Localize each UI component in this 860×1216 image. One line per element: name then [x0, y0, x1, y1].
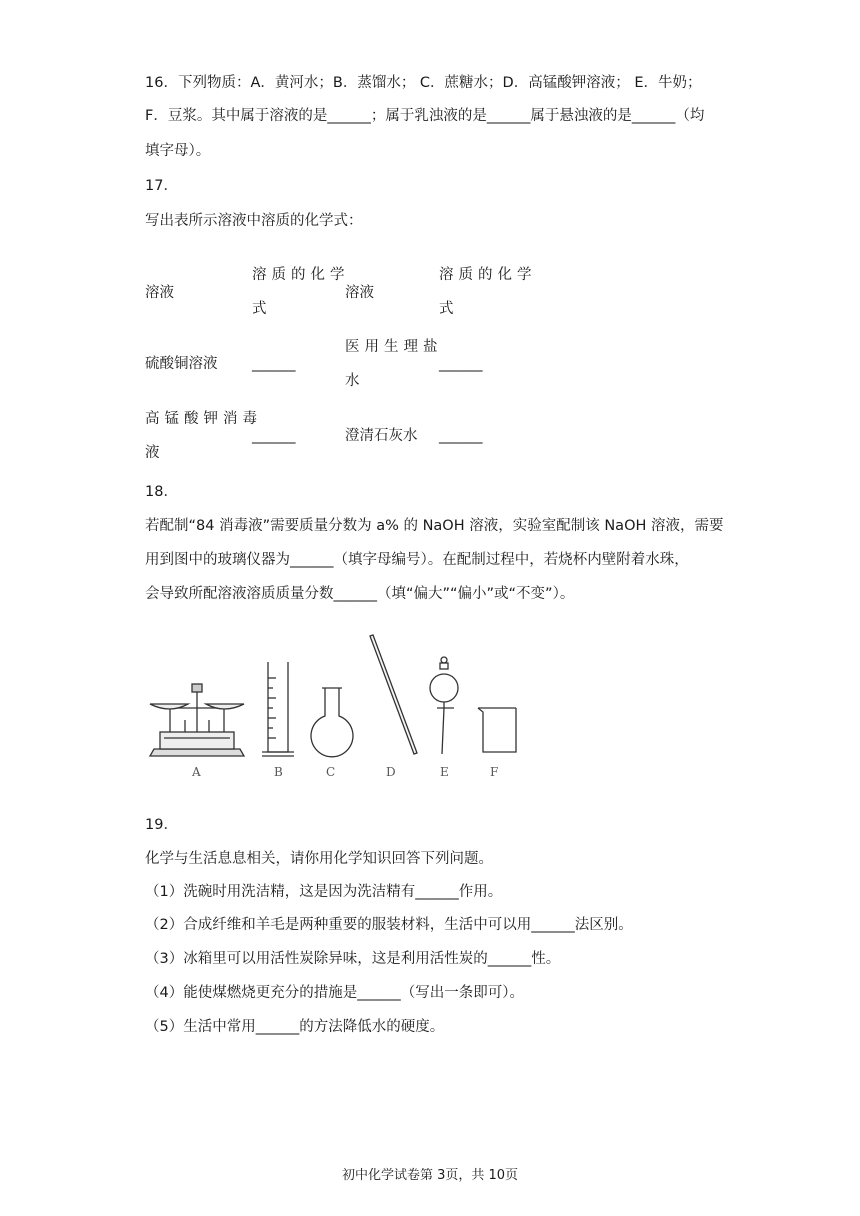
q19-item-5: （5）生活中常用______的方法降低水的硬度。 — [145, 1019, 445, 1035]
apparatus-label-e: E — [440, 765, 449, 779]
q19-item-1: （1）洗碗时用洗洁精，这是因为洗洁精有______作用。 — [145, 884, 503, 900]
table-header-solution-1: 溶液 — [145, 285, 174, 301]
table-row1-blank-2: ______ — [439, 356, 483, 372]
apparatus-label-f: F — [490, 765, 499, 779]
table-row1-solution-2b: 水 — [345, 373, 360, 389]
apparatus-label-d: D — [386, 765, 396, 779]
q18-line-3: 会导致所配溶液溶质质量分数______（填“偏大”“偏小”或“不变”）。 — [145, 586, 575, 602]
q19-intro: 化学与生活息息相关，请你用化学知识回答下列问题。 — [145, 851, 493, 867]
table-row1-solution-2a: 医用生理盐 — [345, 339, 443, 355]
glass-rod-illustration — [370, 635, 417, 754]
table-row1-solution: 硫酸铜溶液 — [145, 356, 218, 372]
beaker-illustration — [478, 708, 516, 752]
q19-number: 19． — [145, 817, 178, 833]
table-row2-blank-1: ______ — [252, 428, 296, 444]
table-row2-solution-a: 高锰酸钾消毒 — [145, 411, 262, 427]
q16-line-1: 16．下列物质：A．黄河水；B．蒸馏水； C．蔗糖水；D．高锰酸钾溶液； E．牛奶； — [145, 75, 702, 91]
q17-number: 17． — [145, 178, 178, 194]
table-row2-solution-2: 澄清石灰水 — [345, 428, 418, 444]
table-row1-blank-1: ______ — [252, 356, 296, 372]
apparatus-label-a: A — [192, 765, 201, 779]
page-footer: 初中化学试卷第 3页，共 10页 — [341, 1168, 519, 1183]
q19-item-2: （2）合成纤维和羊毛是两种重要的服装材料，生活中可以用______法区别。 — [145, 917, 633, 933]
apparatus-label-b: B — [274, 765, 283, 779]
separatory-funnel-illustration — [430, 657, 458, 754]
q16-line-3: 填字母）。 — [145, 143, 211, 159]
measuring-cylinder-illustration — [262, 662, 294, 756]
table-header-formula-1b: 式 — [252, 301, 267, 317]
flask-illustration — [311, 688, 353, 757]
table-header-formula-2b: 式 — [439, 301, 454, 317]
lab-apparatus-figure — [140, 628, 520, 784]
q17-prompt: 写出表所示溶液中溶质的化学式： — [145, 213, 363, 229]
q19-item-4: （4）能使煤燃烧更充分的措施是______（写出一条即可）。 — [145, 985, 524, 1001]
balance-illustration — [150, 684, 244, 756]
q18-line-2: 用到图中的玻璃仪器为______（填字母编号）。在配制过程中，若烧杯内壁附着水珠， — [145, 552, 689, 568]
q16-line-2: F．豆浆。其中属于溶液的是______；属于乳浊液的是______属于悬浊液的是______（均 — [145, 108, 705, 124]
q18-line-1: 若配制“84 消毒液”需要质量分数为 a% 的 NaOH 溶液，实验室配制该 NaOH 溶液，需要 — [145, 518, 724, 534]
table-row2-solution-b: 液 — [145, 445, 160, 461]
table-row2-blank-2: ______ — [439, 428, 483, 444]
apparatus-label-c: C — [326, 765, 336, 779]
table-header-solution-2: 溶液 — [345, 285, 374, 301]
table-header-formula-2a: 溶质的化学 — [439, 267, 537, 283]
table-header-formula-1a: 溶质的化学 — [252, 267, 350, 283]
q18-number: 18． — [145, 484, 178, 500]
q19-item-3: （3）冰箱里可以用活性炭除异味，这是利用活性炭的______性。 — [145, 951, 561, 967]
